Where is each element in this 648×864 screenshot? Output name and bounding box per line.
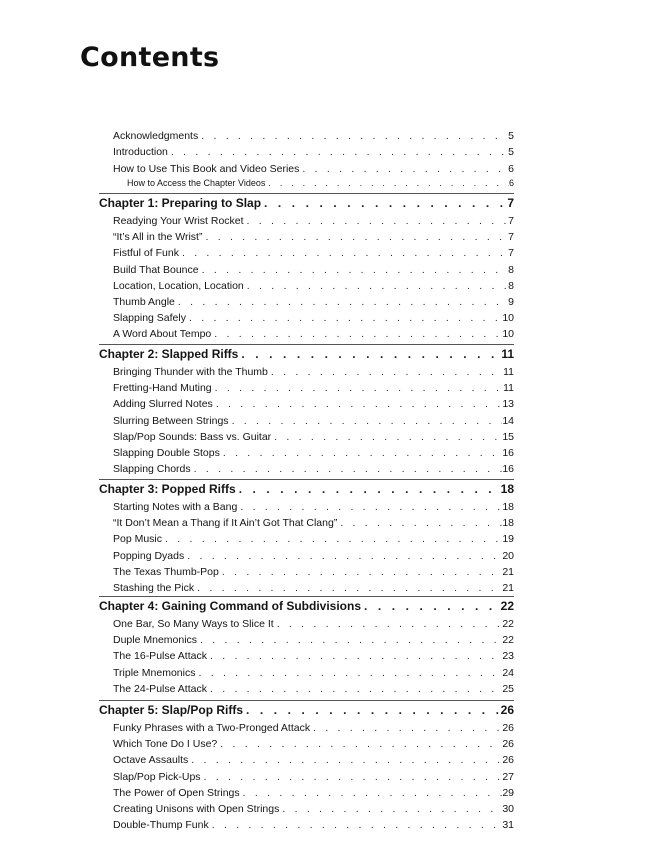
toc-entry[interactable]: [113, 533, 514, 545]
toc-label: Slap/Pop Sounds: Bass vs. Guitar: [113, 430, 272, 443]
dot-leader: [302, 163, 508, 175]
toc-entry[interactable]: [113, 130, 514, 142]
toc-label: Chapter 3: Popped Riffs: [99, 482, 236, 496]
toc-chapter-heading[interactable]: [99, 347, 514, 361]
dot-leader: [197, 582, 502, 594]
toc-label: A Word About Tempo: [113, 328, 212, 341]
toc-label: The 16-Pulse Attack: [113, 650, 207, 663]
toc-label: Acknowledgments: [113, 130, 199, 142]
toc-entry[interactable]: [113, 517, 514, 529]
toc-entry[interactable]: [113, 215, 514, 227]
dot-leader: [222, 566, 502, 578]
toc-label: Fistful of Funk: [113, 247, 179, 260]
toc-page-number: 6: [508, 177, 514, 188]
toc-page-number: 21: [502, 565, 514, 578]
dot-leader: [214, 328, 502, 340]
toc-page-number: 15: [502, 430, 514, 443]
toc-label: Thumb Angle: [113, 296, 175, 308]
toc-entry[interactable]: [113, 312, 514, 324]
toc-label: The Texas Thumb-Pop: [113, 565, 219, 578]
toc-page-number: 7: [508, 215, 514, 227]
toc-label: “It Don’t Mean a Thang if It Ain’t Got That Clang”: [113, 517, 338, 530]
dot-leader: [198, 667, 502, 679]
dot-leader: [165, 533, 502, 545]
dot-leader: [189, 312, 502, 324]
toc-label: Chapter 1: Preparing to Slap: [99, 196, 262, 210]
dot-leader: [210, 650, 502, 662]
toc-entry[interactable]: [113, 415, 514, 427]
dot-leader: [210, 683, 502, 695]
toc-label: How to Access the Chapter Videos: [127, 177, 266, 188]
toc-entry[interactable]: [113, 738, 514, 750]
toc-label: Build That Bounce: [113, 263, 199, 276]
toc-page-number: 22: [500, 599, 514, 613]
toc-page-number: 31: [502, 819, 514, 832]
toc-label: Pop Music: [113, 533, 163, 546]
toc-page-number: 10: [502, 328, 514, 341]
toc-page-number: 10: [502, 312, 514, 325]
toc-entry[interactable]: [113, 787, 514, 799]
dot-leader: [191, 754, 502, 766]
toc-chapter-heading[interactable]: [99, 599, 514, 613]
dot-leader: [274, 431, 502, 443]
dot-leader: [171, 146, 508, 158]
toc-page-number: 29: [502, 786, 514, 799]
chapter-divider: [99, 193, 514, 194]
toc-page-number: 23: [502, 650, 514, 663]
toc-entry[interactable]: [113, 463, 514, 475]
dot-leader: [247, 280, 508, 292]
toc-page-number: 7: [508, 231, 514, 244]
toc-page-number: 26: [502, 722, 514, 734]
toc-label: Chapter 5: Slap/Pop Riffs: [99, 703, 244, 717]
toc-entry[interactable]: [113, 231, 514, 243]
chapter-divider: [99, 700, 514, 701]
toc-entry[interactable]: [113, 431, 514, 443]
toc-subentry[interactable]: [127, 178, 514, 188]
toc-entry[interactable]: [113, 667, 514, 679]
toc-page-number: 26: [502, 738, 514, 751]
toc-label: The Power of Open Strings: [113, 786, 240, 799]
toc-page-number: 9: [508, 296, 514, 308]
toc-entry[interactable]: [113, 382, 514, 394]
toc-label: Bringing Thunder with the Thumb: [113, 366, 268, 378]
toc-entry[interactable]: [113, 722, 514, 734]
chapter-divider: [99, 596, 514, 597]
dot-leader: [240, 501, 502, 513]
toc-entry[interactable]: [113, 803, 514, 815]
dot-leader: [212, 819, 503, 831]
toc-page-number: 18: [502, 517, 514, 530]
toc-page-number: 18: [502, 501, 514, 513]
toc-page-number: 18: [500, 482, 514, 496]
toc-entry[interactable]: [113, 264, 514, 276]
toc-label: The 24-Pulse Attack: [113, 682, 207, 695]
dot-leader: [241, 347, 501, 361]
toc-page-number: 7: [508, 247, 514, 260]
toc-label: Chapter 4: Gaining Command of Subdivisions: [99, 599, 362, 613]
toc-entry[interactable]: [113, 582, 514, 594]
dot-leader: [182, 247, 508, 259]
toc-label: Triple Mnemonics: [113, 666, 196, 679]
toc-label: One Bar, So Many Ways to Slice It: [113, 618, 274, 630]
toc-entry[interactable]: [113, 247, 514, 259]
toc-entry[interactable]: [113, 328, 514, 340]
toc-chapter-heading[interactable]: [99, 196, 514, 210]
dot-leader: [187, 550, 502, 562]
dot-leader: [247, 215, 509, 227]
dot-leader: [178, 296, 508, 308]
toc-entry[interactable]: [113, 146, 514, 158]
toc-page-number: 5: [508, 146, 514, 159]
dot-leader: [220, 738, 502, 750]
toc-label: Slapping Chords: [113, 463, 191, 476]
dot-leader: [216, 398, 503, 410]
toc-label: Double-Thump Funk: [113, 819, 209, 832]
dot-leader: [246, 703, 501, 717]
dot-leader: [264, 196, 507, 210]
toc-label: Location, Location, Location: [113, 279, 244, 292]
toc-label: Readying Your Wrist Rocket: [113, 215, 244, 227]
toc-label: Which Tone Do I Use?: [113, 738, 218, 751]
toc-page-number: 30: [502, 803, 514, 815]
dot-leader: [202, 264, 509, 276]
toc-page-number: 22: [502, 634, 514, 647]
toc-label: Duple Mnemonics: [113, 634, 198, 647]
toc-page-number: 11: [503, 366, 514, 378]
toc-page-number: 7: [507, 196, 514, 210]
dot-leader: [201, 130, 508, 142]
toc-label: Slapping Double Stops: [113, 447, 220, 459]
toc-page-number: 14: [502, 414, 514, 427]
toc-label: Funky Phrases with a Two-Pronged Attack: [113, 722, 311, 734]
toc-label: Fretting-Hand Muting: [113, 382, 212, 395]
toc-entry[interactable]: [113, 683, 514, 695]
toc-label: Adding Slurred Notes: [113, 398, 213, 411]
dot-leader: [239, 482, 501, 496]
dot-leader: [215, 382, 503, 394]
toc-chapter-heading[interactable]: [99, 482, 514, 496]
dot-leader: [204, 771, 503, 783]
page-title: Contents: [80, 42, 220, 73]
toc-label: Stashing the Pick: [113, 582, 195, 594]
toc-label: Slap/Pop Pick-Ups: [113, 770, 201, 783]
toc-entry[interactable]: [113, 550, 514, 562]
toc-chapter-heading[interactable]: [99, 703, 514, 717]
toc-entry[interactable]: [113, 754, 514, 766]
toc-page-number: 26: [502, 754, 514, 767]
toc-label: Popping Dyads: [113, 549, 185, 562]
toc-entry[interactable]: [113, 296, 514, 308]
toc-entry[interactable]: [113, 398, 514, 410]
toc-page-number: 8: [508, 263, 514, 276]
dot-leader: [205, 231, 508, 243]
toc-entry[interactable]: [113, 447, 514, 459]
dot-leader: [271, 366, 503, 378]
dot-leader: [200, 634, 502, 646]
dot-leader: [313, 722, 502, 734]
toc-page-number: 16: [502, 463, 514, 476]
toc-entry[interactable]: [113, 366, 514, 378]
toc-label: Slurring Between Strings: [113, 414, 229, 427]
toc-entry[interactable]: [113, 634, 514, 646]
toc-label: Chapter 2: Slapped Riffs: [99, 347, 239, 361]
dot-leader: [223, 447, 502, 459]
toc-entry[interactable]: [113, 163, 514, 175]
dot-leader: [232, 415, 503, 427]
toc-page-number: 5: [508, 130, 514, 142]
toc-entry[interactable]: [113, 280, 514, 292]
toc-page-number: 27: [502, 770, 514, 783]
toc-label: Creating Unisons with Open Strings: [113, 803, 280, 815]
toc-label: Introduction: [113, 146, 168, 159]
toc-page-number: 11: [501, 347, 514, 361]
toc-label: “It’s All in the Wrist”: [113, 231, 203, 244]
toc-page-number: 11: [503, 382, 514, 395]
toc-label: Starting Notes with a Bang: [113, 501, 238, 513]
dot-leader: [194, 463, 503, 475]
toc-page-number: 21: [502, 582, 514, 594]
dot-leader: [340, 517, 502, 529]
toc-entry[interactable]: [113, 771, 514, 783]
toc-page-number: 25: [502, 682, 514, 695]
dot-leader: [268, 178, 509, 188]
toc-page-number: 6: [508, 162, 514, 175]
dot-leader: [282, 803, 502, 815]
chapter-divider: [99, 344, 514, 345]
toc-label: Slapping Safely: [113, 312, 186, 325]
toc-page-number: 20: [502, 549, 514, 562]
toc-page-number: 8: [508, 279, 514, 292]
toc-entry[interactable]: [113, 618, 514, 630]
toc-label: Octave Assaults: [113, 754, 189, 767]
dot-leader: [277, 618, 503, 630]
toc-page-number: 24: [502, 666, 514, 679]
dot-leader: [364, 599, 501, 613]
toc-entry[interactable]: [113, 650, 514, 662]
dot-leader: [243, 787, 503, 799]
toc-page-number: 19: [502, 533, 514, 546]
toc-page-number: 16: [502, 447, 514, 459]
toc-page-number: 26: [500, 703, 514, 717]
toc-page-number: 13: [502, 398, 514, 411]
toc-page-number: 22: [502, 618, 514, 630]
toc-entry[interactable]: [113, 819, 514, 831]
toc-entry[interactable]: [113, 501, 514, 513]
toc-entry[interactable]: [113, 566, 514, 578]
chapter-divider: [99, 479, 514, 480]
toc-label: How to Use This Book and Video Series: [113, 162, 300, 175]
